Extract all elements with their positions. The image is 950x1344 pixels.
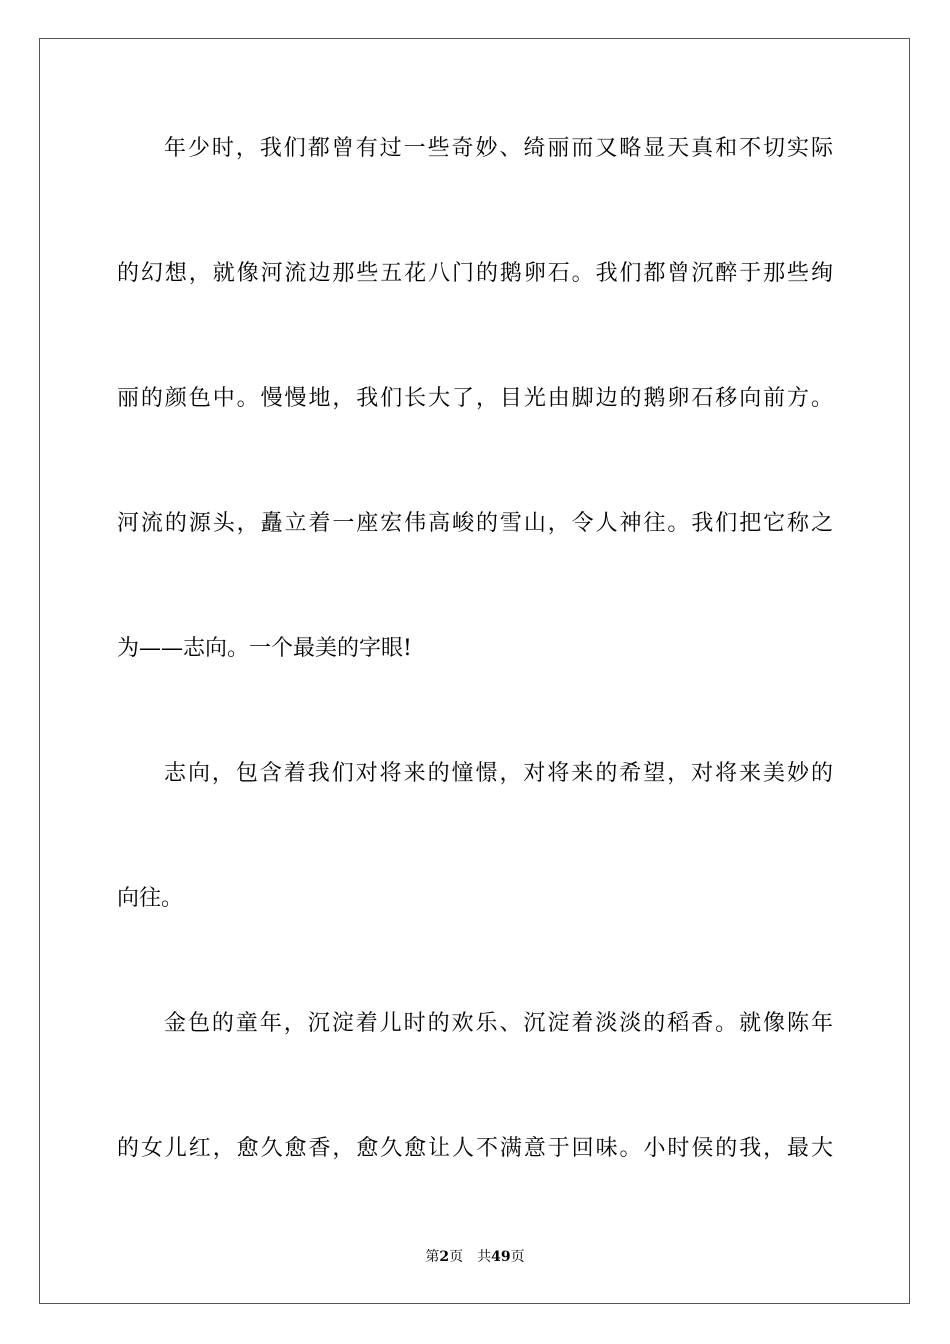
total-pages: 49 — [491, 1249, 511, 1265]
page-number: 2 — [439, 1249, 450, 1265]
page-border — [39, 38, 910, 1304]
paragraph-1-line-4: 河流的源头，矗立着一座宏伟高峻的雪山，令人神往。我们把它称之 — [117, 511, 833, 536]
total-prefix: 共 — [477, 1249, 492, 1265]
total-suffix: 页 — [510, 1249, 525, 1265]
page-prefix: 第 — [425, 1249, 440, 1265]
paragraph-3-line-2: 的女儿红，愈久愈香，愈久愈让人不满意于回味。小时侯的我，最大 — [117, 1136, 833, 1161]
paragraph-3-line-1: 金色的童年，沉淀着儿时的欢乐、沉淀着淡淡的稻香。就像陈年 — [164, 1011, 833, 1036]
paragraph-2-line-1: 志向，包含着我们对将来的憧憬，对将来的希望，对将来美妙的 — [164, 761, 833, 786]
page-suffix: 页 — [449, 1249, 464, 1265]
paragraph-1-line-5: 为——志向。一个最美的字眼! — [117, 636, 412, 661]
paragraph-1-line-1: 年少时，我们都曾有过一些奇妙、绮丽而又略显天真和不切实际 — [164, 136, 833, 161]
paragraph-1-line-3: 丽的颜色中。慢慢地，我们长大了，目光由脚边的鹅卵石移向前方。 — [117, 386, 833, 411]
paragraph-2-line-2: 向往。 — [117, 886, 184, 911]
paragraph-1-line-2: 的幻想，就像河流边那些五花八门的鹅卵石。我们都曾沉醉于那些绚 — [117, 261, 833, 286]
page-footer — [0, 1247, 950, 1267]
